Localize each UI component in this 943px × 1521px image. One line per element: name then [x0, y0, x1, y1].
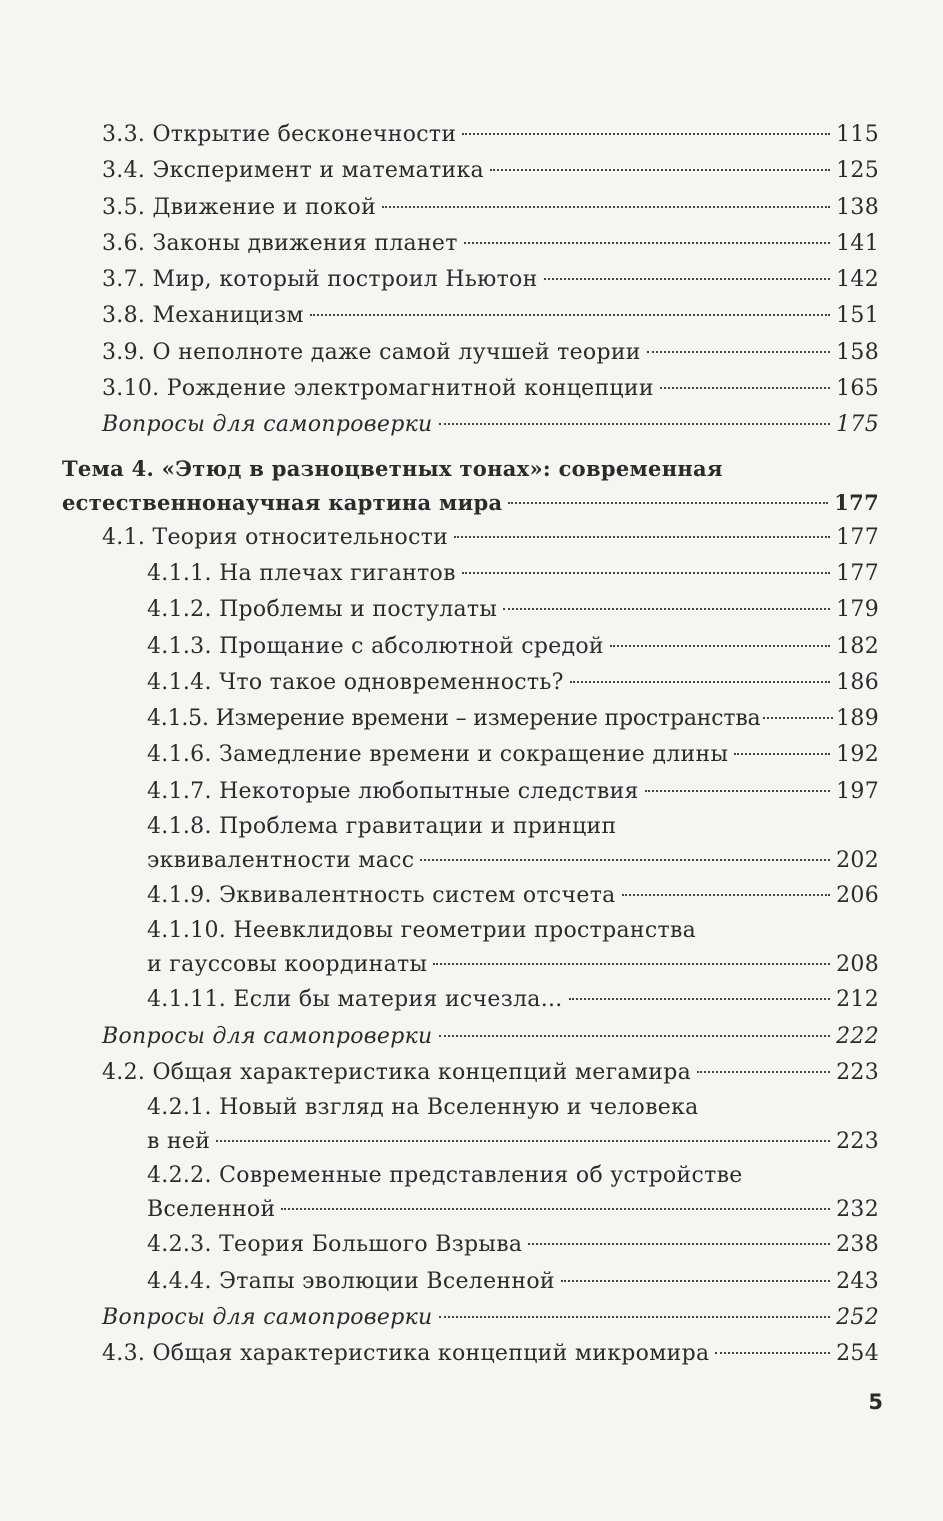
toc-entry-page: 192 [836, 742, 879, 768]
dot-leader [528, 1243, 830, 1245]
dot-leader [464, 242, 830, 244]
toc-entry-label: 3.7. Мир, который построил Ньютон [102, 267, 538, 293]
dot-leader [697, 1071, 830, 1073]
toc-entry [62, 190, 879, 226]
toc-entry-page: 175 [836, 412, 879, 438]
toc-entry-page: 232 [836, 1197, 879, 1223]
toc-entry-label-line2: естественнонаучная картина мира [62, 489, 503, 515]
toc-entry-page: 186 [836, 669, 879, 695]
toc-entry-label: 4.1.5. Измерение времени – измерение пространства [147, 706, 761, 732]
dot-leader [462, 133, 830, 135]
toc-entry-label: 4.1.11. Если бы материя исчезла... [147, 987, 563, 1013]
toc-entry-page: 202 [836, 848, 879, 874]
toc-entry [62, 774, 879, 810]
toc-entry-label: 3.3. Открытие бесконечности [102, 122, 457, 147]
toc-entry [62, 556, 879, 592]
toc-entry-label: 3.10. Рождение электромагнитной концепции [102, 376, 654, 402]
page-number: 5 [868, 1390, 883, 1414]
dot-leader [216, 1140, 830, 1142]
dot-leader [508, 502, 828, 504]
dot-leader [490, 169, 830, 171]
dot-leader [570, 681, 830, 683]
dot-leader [454, 536, 830, 538]
toc-entry-label: 4.2. Общая характеристика концепций мегамира [102, 1059, 692, 1085]
toc-entry-label-line2: в ней [147, 1129, 211, 1155]
toc-entry [62, 371, 879, 407]
dot-leader [715, 1352, 830, 1354]
toc-entry-label-line1: 4.1.8. Проблема гравитации и принцип [147, 814, 617, 840]
toc-entry-page: 197 [836, 778, 879, 804]
toc-entry-label: 3.4. Эксперимент и математика [102, 158, 484, 184]
dot-leader [763, 717, 833, 719]
toc-entry [62, 520, 879, 556]
toc-entry [62, 153, 879, 189]
toc-entry-page: 189 [836, 706, 879, 732]
toc-entry-label: 4.1.2. Проблемы и постулаты [147, 597, 498, 623]
toc-entry [62, 1264, 879, 1300]
toc-entry [62, 665, 879, 701]
toc-entry-page: 223 [836, 1059, 879, 1085]
dot-leader [462, 572, 830, 574]
toc-entry [62, 1055, 879, 1091]
toc-entry [62, 629, 879, 665]
toc-entry-label: 4.1.9. Эквивалентность систем отсчета [147, 883, 616, 909]
toc-entry-page: 252 [836, 1304, 879, 1330]
toc-entry-label: 4.1. Теория относительности [102, 524, 449, 550]
toc-entry-page: 115 [836, 122, 879, 147]
dot-leader [439, 1035, 831, 1037]
toc-entry-label: 4.3. Общая характеристика концепций микромира [102, 1341, 710, 1367]
dot-leader [660, 387, 830, 389]
toc-entry-label: 4.1.6. Замедление времени и сокращение длины [147, 742, 729, 768]
toc-entry-page: 125 [836, 158, 879, 184]
toc-entry [62, 262, 879, 298]
toc-entry-page: 141 [836, 230, 879, 256]
table-of-contents [62, 117, 879, 1372]
toc-entry-page: 177 [836, 560, 879, 586]
toc-entry-label: 4.4.4. Этапы эволюции Вселенной [147, 1268, 555, 1294]
dot-leader [622, 894, 831, 896]
toc-entry-review-questions [62, 1300, 879, 1336]
toc-entry [62, 982, 879, 1018]
toc-entry-label: Вопросы для самопроверки [102, 1023, 433, 1049]
toc-entry [62, 117, 879, 153]
toc-entry-page: 212 [836, 987, 879, 1013]
dot-leader [433, 963, 830, 965]
toc-entry-label: Вопросы для самопроверки [102, 1304, 433, 1330]
toc-entry [62, 226, 879, 262]
toc-entry-page: 182 [836, 633, 879, 659]
toc-entry-page: 208 [836, 952, 879, 978]
toc-entry-page: 254 [836, 1341, 879, 1367]
dot-leader [544, 278, 831, 280]
toc-entry [62, 1091, 879, 1159]
toc-entry [62, 914, 879, 982]
toc-entry-page: 206 [836, 883, 879, 909]
toc-entry-label: 4.1.1. На плечах гигантов [147, 560, 456, 586]
toc-entry-page: 158 [836, 339, 879, 365]
dot-leader [382, 206, 830, 208]
toc-entry-page: 243 [836, 1268, 879, 1294]
dot-leader [503, 608, 830, 610]
toc-entry-label: 4.1.7. Некоторые любопытные следствия [147, 778, 639, 804]
toc-entry-label-line2: Вселенной [147, 1197, 276, 1223]
toc-entry-label-line1: 4.2.1. Новый взгляд на Вселенную и человека [147, 1095, 699, 1121]
toc-entry-page: 138 [836, 194, 879, 220]
toc-entry [62, 701, 879, 737]
toc-entry-label: 4.2.3. Теория Большого Взрыва [147, 1232, 523, 1258]
toc-entry-label: 3.6. Законы движения планет [102, 230, 458, 256]
toc-entry-page: 238 [836, 1232, 879, 1258]
dot-leader [561, 1280, 830, 1282]
dot-leader [569, 998, 831, 1000]
toc-entry [62, 878, 879, 914]
toc-entry-page: 179 [836, 597, 879, 623]
toc-chapter-heading [62, 452, 879, 520]
dot-leader [734, 753, 830, 755]
toc-entry-label-line1: 4.1.10. Неевклидовы геометрии пространства [147, 918, 697, 944]
toc-entry-review-questions [62, 1019, 879, 1055]
toc-entry-page: 177 [834, 489, 879, 515]
toc-entry [62, 592, 879, 628]
toc-entry [62, 1159, 879, 1227]
toc-entry-page: 142 [836, 267, 879, 293]
dot-leader [647, 351, 830, 353]
toc-entry-review-questions [62, 407, 879, 443]
toc-entry-page: 223 [836, 1129, 879, 1155]
toc-entry-label: 4.1.4. Что такое одновременность? [147, 669, 564, 695]
dot-leader [439, 1316, 831, 1318]
toc-entry [62, 1227, 879, 1263]
toc-entry-label: 4.1.3. Прощание с абсолютной средой [147, 633, 604, 659]
toc-entry [62, 335, 879, 371]
toc-entry-page: 151 [836, 303, 879, 329]
dot-leader [645, 790, 830, 792]
toc-entry-page: 165 [836, 376, 879, 402]
toc-entry-page: 177 [836, 524, 879, 550]
toc-entry [62, 1336, 879, 1372]
toc-entry-label: Вопросы для самопроверки [102, 412, 433, 438]
toc-entry-page: 222 [836, 1023, 879, 1049]
toc-entry-label: 3.5. Движение и покой [102, 194, 377, 220]
toc-entry-label-line2: эквивалентности масс [147, 848, 415, 874]
toc-entry-label-line1: Тема 4. «Этюд в разноцветных тонах»: современная [62, 455, 723, 481]
dot-leader [310, 314, 830, 316]
toc-entry-label: 3.8. Механицизм [102, 303, 304, 329]
toc-entry-label-line1: 4.2.2. Современные представления об устройстве [147, 1163, 743, 1189]
toc-entry-label: 3.9. О неполноте даже самой лучшей теории [102, 339, 641, 365]
toc-entry [62, 298, 879, 334]
dot-leader [610, 645, 830, 647]
toc-entry [62, 810, 879, 878]
toc-entry [62, 737, 879, 773]
toc-entry-label-line2: и гауссовы координаты [147, 952, 428, 978]
dot-leader [281, 1208, 830, 1210]
dot-leader [439, 423, 831, 425]
dot-leader [420, 859, 830, 861]
